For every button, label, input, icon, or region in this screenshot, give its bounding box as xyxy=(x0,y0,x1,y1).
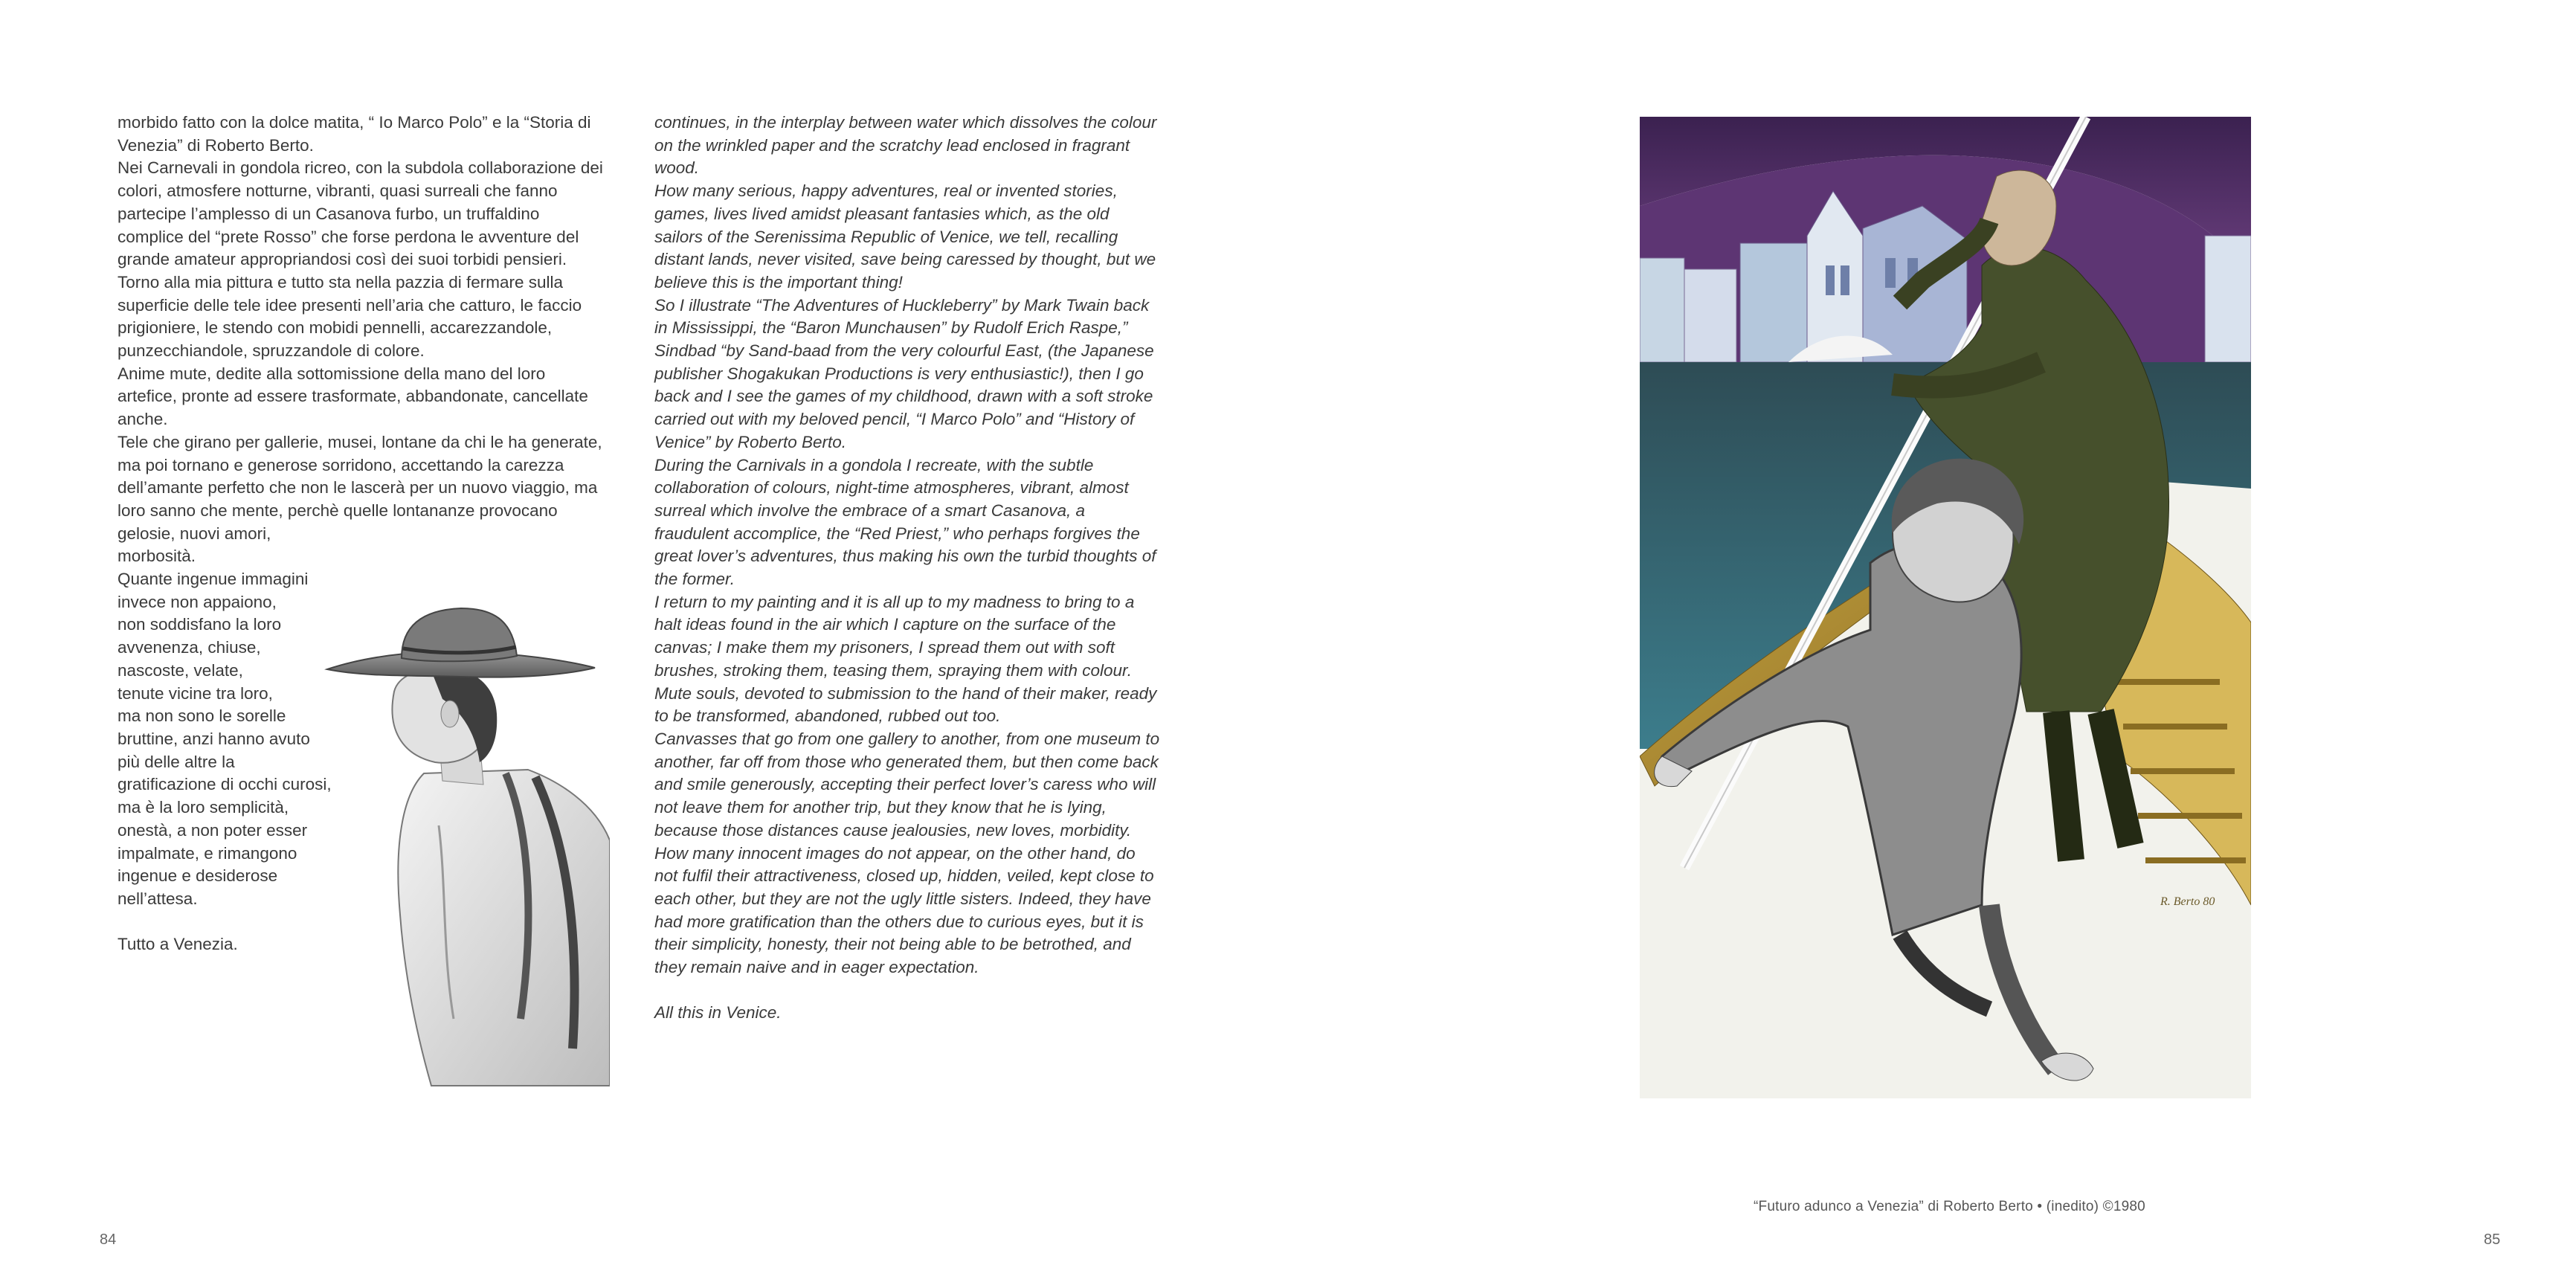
it-line: ma non sono le sorelle xyxy=(117,706,286,726)
it-paragraph-4: Anime mute, dedite alla sottomissione della mano del loro artefice, pronte ad essere trasformate, abbandonate, cancellate anche. xyxy=(117,364,588,429)
it-line: gratificazione di occhi curosi, xyxy=(117,775,332,794)
page-number-right: 85 xyxy=(2484,1231,2501,1248)
en-paragraph-8: How many innocent images do not appear, on the other hand, do not fulfil their attractiveness, closed up, hidden, veiled, kept close to each other, but they are not the ugly little sisters. Indeed, they have had more gratification than the others due to curious eyes, but it is their simplicity, honesty, their not being able to be betrothed, and they remain naive and in eager expectation. xyxy=(654,843,1154,977)
it-line: ingenue e desiderose xyxy=(117,866,278,886)
it-morbosita: morbosità. xyxy=(117,547,196,566)
en-paragraph-1: continues, in the interplay between water which dissolves the colour on the wrinkled paper and the scratchy lead enclosed in fragrant wood. xyxy=(654,113,1157,178)
en-paragraph-3: So I illustrate “The Adventures of Huckleberry” by Mark Twain back in Mississippi, the “Baron Munchausen” by Rudolf Erich Raspe,” Sindbad “by Sand-baad from the very colourful East, (the Japanese publisher Shogakukan Productions is very enthusiastic!), then I go back and I see the games of my childhood, drawn with a soft stroke carried out with my beloved pencil, “I Marco Polo” and “History of Venice” by Roberto Berto. xyxy=(654,295,1154,451)
english-column xyxy=(654,112,1160,1025)
boy-with-hat-sketch xyxy=(312,602,610,1093)
it-line: nascoste, velate, xyxy=(117,660,243,680)
painting-futuro-adunco xyxy=(1640,117,2251,1098)
it-line: onestà, a non poter esser xyxy=(117,820,308,840)
it-paragraph-2: Nei Carnevali in gondola ricreo, con la subdola collaborazione dei colori, atmosfere notturne, vibranti, quasi surreali che fanno partecipe l’amplesso di un Casanova furbo, un truffaldino complice del “prete Rosso” che forse perdona le avventure del grande amateur appropriandosi così dei suoi torbidi pensieri. xyxy=(117,158,603,269)
it-line: nell’attesa. xyxy=(117,889,198,908)
it-line: tenute vicine tra loro, xyxy=(117,683,273,703)
it-line: impalmate, e rimangono xyxy=(117,843,297,863)
en-paragraph-6: Mute souls, devoted to submission to the hand of their maker, ready to be transformed, abandoned, rubbed out too. xyxy=(654,683,1157,726)
it-line: Quante ingenue immagini xyxy=(117,570,309,589)
painting-signature: R. Berto 80 xyxy=(2160,895,2215,908)
it-line: bruttine, anzi hanno avuto xyxy=(117,729,310,748)
en-paragraph-5: I return to my painting and it is all up to my madness to bring to a halt ideas found in the air which I capture on the surface of the canvas; I make them my prisoners, I spread them out with soft brushes, stroking them, teasing them, spraying them with colour. xyxy=(654,592,1135,680)
page-number-left: 84 xyxy=(100,1231,117,1248)
it-paragraph-3: Torno alla mia pittura e tutto sta nella pazzia di fermare sulla superficie delle tele idee presenti nell’aria che catturo, le faccio prigioniere, le stendo con mobidi pennelli, accarezzandole, punzecchiandole, spruzzandole di colore. xyxy=(117,272,582,361)
it-line: invece non appaiono, xyxy=(117,592,277,611)
it-closing: Tutto a Venezia. xyxy=(117,935,238,954)
it-paragraph-5: Tele che girano per gallerie, musei, lontane da chi le ha generate, ma poi tornano e generose sorridono, accettando la carezza dell’amante perfetto che non le lascerà per un nuovo viaggio, ma loro sanno che mente, perchè quelle lontananze provocano gelosie, nuovi amori, xyxy=(117,432,602,543)
it-line: più delle altre la xyxy=(117,752,235,771)
painting-caption: “Futuro adunco a Venezia” di Roberto Berto • (inedito) ©1980 xyxy=(1754,1199,2145,1214)
it-line: ma è la loro semplicità, xyxy=(117,798,289,817)
it-line: non soddisfano la loro xyxy=(117,615,282,634)
en-paragraph-4: During the Carnivals in a gondola I recreate, with the subtle collaboration of colours, night-time atmospheres, vibrant, almost surreal which involve the embrace of a smart Casanova, a fraudulent accomplice, the “Red Priest,” who perhaps forgives the great lover’s adventures, thus making his own the turbid thoughts of the former. xyxy=(654,455,1156,589)
en-paragraph-2: How many serious, happy adventures, real or invented stories, games, lives lived amidst pleasant fantasies which, as the old sailors of the Serenissima Republic of Venice, we tell, recalling distant lands, never visited, save being caressed by thought, but we believe this is the important thing! xyxy=(654,181,1156,292)
en-closing: All this in Venice. xyxy=(654,1003,782,1023)
en-paragraph-7: Canvasses that go from one gallery to another, from one museum to another, far off from those who generated them, but then come back and smile generously, accepting their perfect lover’s caress who will not leave them for another trip, but they know that he is lying, because those distances cause jealousies, new loves, morbidity. xyxy=(654,729,1160,840)
it-paragraph-1: morbido fatto con la dolce matita, “ Io Marco Polo” e la “Storia di Venezia” di Roberto Berto. xyxy=(117,113,591,155)
it-line: avvenenza, chiuse, xyxy=(117,638,261,657)
